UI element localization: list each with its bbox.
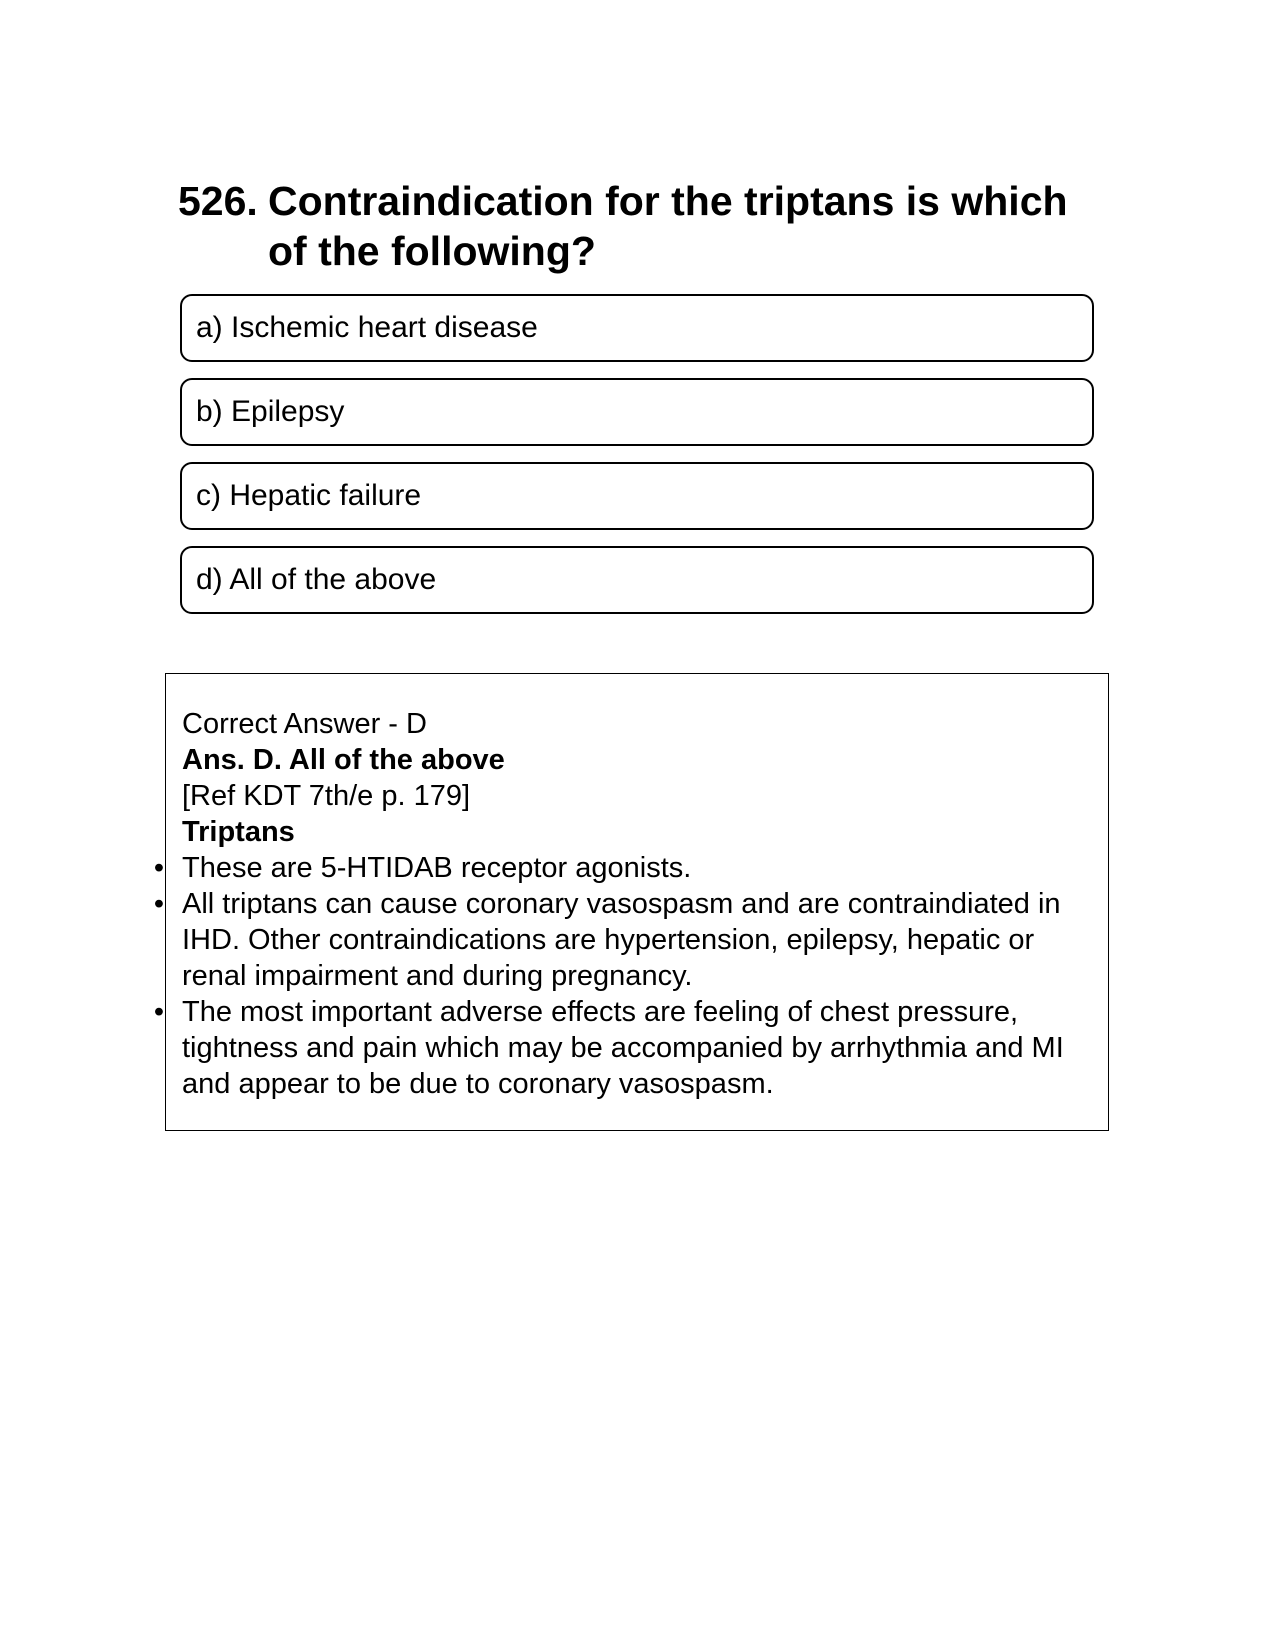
- option-c-label: c) Hepatic failure: [196, 479, 422, 512]
- topic-heading: Triptans: [182, 816, 295, 848]
- correct-answer: Correct Answer - D: [182, 708, 427, 740]
- answer-options: [180, 294, 1094, 630]
- list-item: [153, 886, 1096, 994]
- option-b[interactable]: [180, 378, 1094, 446]
- list-item-text: These are 5-HTIDAB receptor agonists.: [182, 852, 692, 884]
- explanation-box: [153, 673, 1109, 1131]
- option-a[interactable]: [180, 294, 1094, 362]
- explanation-list: [153, 850, 1096, 1102]
- option-a-label: a) Ischemic heart disease: [196, 311, 538, 344]
- question-text: Contraindication for the triptans is which of the following?: [268, 178, 1068, 274]
- question-heading: [178, 176, 1098, 276]
- option-c[interactable]: [180, 462, 1094, 530]
- question-number: 526.: [178, 178, 258, 224]
- list-item-text: All triptans can cause coronary vasospasm and are contraindiated in IHD. Other contraindications are hypertension, epilepsy, hepatic or renal impairment and during pregnancy.: [182, 888, 1061, 992]
- list-item-text: The most important adverse effects are feeling of chest pressure, tightness and pain which may be accompanied by arrhythmia and MI and appear to be due to coronary vasospasm.: [182, 996, 1064, 1100]
- bullet-icon: •: [153, 996, 165, 1028]
- list-item: [153, 994, 1096, 1102]
- option-b-label: b) Epilepsy: [196, 395, 345, 428]
- reference: [Ref KDT 7th/e p. 179]: [182, 780, 471, 812]
- bullet-icon: •: [153, 852, 165, 884]
- bullet-icon: •: [153, 888, 165, 920]
- option-d-label: d) All of the above: [196, 563, 437, 596]
- answer-heading: Ans. D. All of the above: [182, 744, 505, 776]
- option-d[interactable]: [180, 546, 1094, 614]
- list-item: [153, 850, 1096, 886]
